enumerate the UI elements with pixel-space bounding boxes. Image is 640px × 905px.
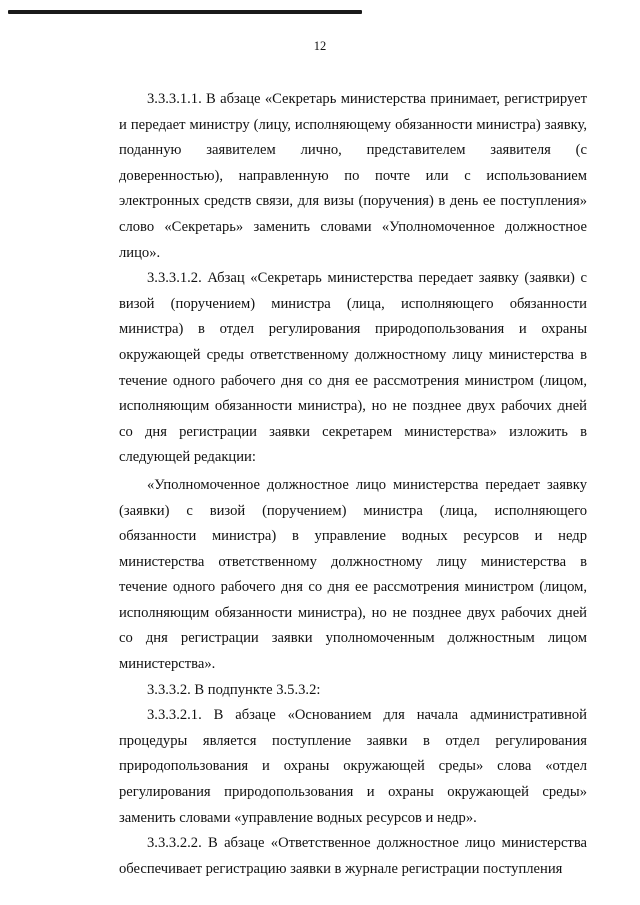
paragraph-new-wording: «Уполномоченное должностное лицо министерства передает заявку (заявки) с визой (поручением) министра (лица, исполняющего обязанности министра) в управление водных ресурсов и недр министерства ответственному должностному лицу министерства в течение одного рабочего дня со дня ее рассмотрения министром (лицом, исполняющим обязанности министра), но не позднее двух рабочих дней со дня регистрации заявки уполномоченным должностным лицом министерства». [119, 476, 587, 673]
paragraph-3-3-3-2-2: 3.3.3.2.2. В абзаце «Ответственное должностное лицо министерства обеспечивает регистрацию заявки в журнале регистрации поступления [119, 835, 587, 877]
paragraph-3-3-3-2: 3.3.3.2. В подпункте 3.5.3.2: [147, 681, 321, 698]
top-rule [8, 10, 362, 14]
page-number: 12 [313, 39, 327, 53]
document-body [119, 87, 587, 882]
paragraph-3-3-3-2-1: 3.3.3.2.1. В абзаце «Основанием для начала административной процедуры является поступление заявки в отдел регулирования природопользования и охраны окружающей среды» слова «отдел регулирования природопользования и охраны окружающей среды» заменить словами «управление водных ресурсов и недр». [119, 707, 587, 826]
paragraph-3-3-3-1-1: 3.3.3.1.1. В абзаце «Секретарь министерства принимает, регистрирует и передает министру (лицу, исполняющему обязанности министра) заявку, поданную заявителем лично, представителем заявителя (с доверенностью), направленную по почте или с использованием электронных средств связи, для визы (поручения) в день ее поступления» слово «Секретарь» заменить словами «Уполномоченное должностное лицо». [119, 91, 587, 261]
paragraph-3-3-3-1-2: 3.3.3.1.2. Абзац «Секретарь министерства передает заявку (заявки) с визой (поручением) министра (лица, исполняющего обязанности министра) в отдел регулирования природопользования и охраны окружающей среды ответственному должностному лицу министерства в течение одного рабочего дня со дня ее рассмотрения министром (лицом, исполняющим обязанности министра), но не позднее двух рабочих дней со дня регистрации заявки секретарем министерства» изложить в следующей редакции: [119, 270, 587, 466]
